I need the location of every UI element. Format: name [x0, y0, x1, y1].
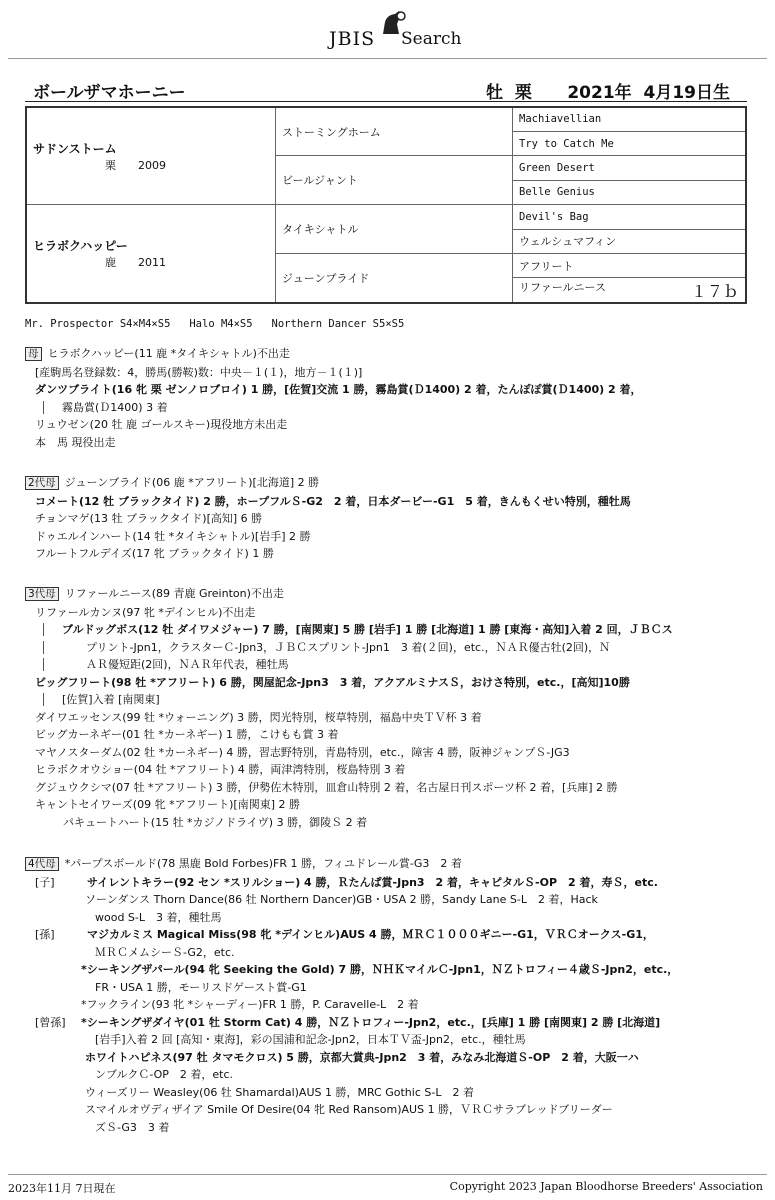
dam-line: ヒラボクハッピー(11 鹿 *タイキシャトル)不出走 — [47, 347, 290, 360]
footer-divider — [8, 1174, 767, 1175]
pedigree-dds: アフリート — [513, 254, 747, 278]
inbreeding-cross: Mr. Prospector S4×M4×S5 Halo M4×S5 Northern Dancer S5×S5 — [25, 318, 405, 330]
gen4-line: ＭＲＣメムシーＳ-G2，etc. — [95, 945, 235, 959]
gen3-line: ＡＲ優短距(2回)，ＮＡＲ年代表，種牡馬 — [43, 658, 289, 671]
pedigree-dam — [26, 205, 276, 303]
dam-line: 霧島賞(Ｄ1400) 3 着 — [43, 401, 168, 414]
gen3-line: プリント-Jpn1，クラスターＣ-Jpn3，ＪＢＣスプリント-Jpn1 3 着(２回)，etc.，ＮＡＲ優古牡(2回)，Ｎ — [43, 641, 610, 654]
gen2-tag: 2代母 — [25, 476, 59, 490]
gen4-line: サイレントキラー(92 セン *スリルショー) 4 勝，Ｒたんぱ賞-Jpn3 2 着，キャピタルＳ-OP 2 着，寿Ｓ，etc. — [87, 875, 658, 889]
pedigree-sds: Green Desert — [513, 156, 747, 180]
gen4-line: ホワイトハピネス(97 牡 タマモクロス) 5 勝，京都大賞典-Jpn2 3 着，みなみ北海道Ｓ-OP 2 着，大阪一ハ — [85, 1050, 639, 1064]
gen4-line: FR・USA 1 勝，モーリスドゲースト賞-G1 — [95, 980, 307, 994]
gen4-line: wood S-L 3 着，種牡馬 — [95, 910, 222, 924]
jbis-logo — [325, 8, 465, 54]
pedigree-sire — [26, 107, 276, 205]
pedigree-sire-dam: ビールジャント — [276, 156, 513, 205]
gen4-line: [岩手]入着 2 回 [高知・東海]，彩の国浦和記念-Jpn2，日本ＴＶ盃-Jpn2，etc.，種牡馬 — [95, 1033, 526, 1046]
gen3-line: ヒラボクオウショー(04 牡 *アフリート) 4 勝，両津湾特別，桜島特別 3 着 — [35, 763, 406, 776]
gen3-line: ブルドッグボス(12 牡 ダイワメジャー) 7 勝，[南関東] 5 勝 [岩手] 1 勝 [北海道] 1 勝 [東海・高知]入着 2 回，ＪＢＣス — [43, 623, 673, 636]
dam-year: 2011 — [138, 256, 166, 270]
gen3-section — [25, 585, 673, 831]
gen2-line: ジューンブライド(06 鹿 *アフリート)[北海道] 2 勝 — [64, 476, 320, 489]
gen4-line: マジカルミス Magical Miss(98 牝 *デインヒル)AUS 4 勝，ＭＲＣ１０００ギニー-G1，ＶＲＣオークス-G1， — [87, 928, 654, 941]
gen4-line: *シーキングザパール(94 牝 Seeking the Gold) 7 勝，ＮＨＫマイルＣ-Jpn1，ＮＺトロフィー４歳Ｓ-Jpn2，etc.， — [81, 963, 679, 976]
gen4-line: *フックライン(93 牝 *シャーディー)FR 1 勝，P. Caravelle-L 2 着 — [81, 998, 419, 1011]
gen3-line: マヤノスターダム(02 牡 *カーネギー) 4 勝，習志野特別，青島特別，etc.，障害 4 勝，阪神ジャンプＳ-JG3 — [35, 745, 570, 759]
pedigree-ddd: リファールニース — [519, 280, 607, 294]
gen4-label-ko: [子] — [35, 875, 55, 889]
gen4-label-himago: [曾孫] — [35, 1015, 66, 1029]
horse-name: ボールザマホーニー — [33, 83, 186, 103]
gen3-line: ビッグフリート(98 牡 *アフリート) 6 勝，関屋記念-Jpn3 3 着，アクアルミナスＳ，おけさ特別，etc.，[高知]10勝 — [35, 675, 630, 689]
gen4-section — [25, 855, 678, 1136]
dam-section — [25, 345, 642, 451]
family-number: １７ｂ — [690, 281, 739, 301]
footer-copyright: Copyright 2023 Japan Bloodhorse Breeders' Association — [449, 1180, 763, 1193]
gen3-line: [佐賀]入着 [南関東] — [43, 693, 160, 706]
dam-line: ダンツブライト(16 牝 栗 ゼンノロブロイ) 1 勝，[佐賀]交流 1 勝，霧島賞(Ｄ1400) 2 着，たんぽぽ賞(Ｄ1400) 2 着， — [35, 383, 642, 396]
pedigree-dam-sire: タイキシャトル — [276, 205, 513, 254]
gen2-line: コメート(12 牡 ブラックタイド) 2 勝，ホープフルＳ-G2 2 着，日本ダービー-G1 5 着，きんもくせい特別，種牡馬 — [35, 494, 631, 508]
dam-tag: 母 — [25, 347, 42, 361]
gen2-line: ドゥエルインハート(14 牡 *タイキシャトル)[岩手] 2 勝 — [35, 529, 311, 543]
gen2-line: フルートフルデイズ(17 牝 ブラックタイド) 1 勝 — [35, 547, 274, 560]
gen4-line: スマイルオヴディザイア Smile Of Desire(04 牝 Red Ransom)AUS 1 勝，ＶＲＣサラブレッドブリーダー — [85, 1103, 613, 1116]
gen4-line: ソーンダンス Thorn Dance(86 牡 Northern Dancer)GB・USA 2 勝，Sandy Lane S-L 2 着，Hack — [85, 893, 598, 906]
gen3-line: ビッグカーネギー(01 牡 *カーネギー) 1 勝，こけもも賞 3 着 — [35, 728, 339, 741]
gen4-line: *シーキングザダイヤ(01 牡 Storm Cat) 4 勝，ＮＺトロフィー-Jpn2，etc.，[兵庫] 1 勝 [南関東] 2 勝 [北海道] — [81, 1015, 661, 1029]
gen3-line: グジュウクシマ(07 牡 *アフリート) 3 勝，伊勢佐木特別，皿倉山特別 2 着，名古屋日刊スポーツ杯 2 着，[兵庫] 2 勝 — [35, 780, 618, 794]
gen3-line: ダイワエッセンス(99 牡 *ウォーニング) 3 勝，閃光特別，桜草特別，福島中央ＴＶ杯 3 着 — [35, 710, 482, 724]
horse-info: 牡 栗 2021年 4月19日生 — [486, 83, 730, 103]
pedigree-sire-sire: ストーミングホーム — [276, 107, 513, 156]
dam-line: 本 馬 現役出走 — [35, 435, 116, 449]
pedigree-ddd-cell — [513, 278, 747, 303]
gen4-line: ズＳ-G3 3 着 — [95, 1120, 170, 1134]
sire-color: 栗 — [105, 158, 116, 172]
gen2-line: チョンマゲ(13 牡 ブラックタイド)[高知] 6 勝 — [35, 512, 263, 525]
dam-name: ヒラボクハッピー — [33, 239, 128, 254]
pedigree-dam-dam: ジューンブライド — [276, 254, 513, 303]
dam-line: リュウゼン(20 牡 鹿 ゴールスキー)現役地方未出走 — [35, 418, 288, 431]
dam-line: [産駒馬名登録数：4，勝馬(勝鞍)数：中央－１(１)，地方－１(１)] — [35, 365, 363, 379]
gen2-section — [25, 474, 631, 563]
pedigree-dsd: ウェルシュマフィン — [513, 229, 747, 253]
gen3-tag: 3代母 — [25, 587, 59, 601]
gen3-line: パキュートハート(15 牡 *カジノドライヴ) 3 勝，御陵Ｓ 2 着 — [63, 815, 368, 829]
gen3-line: キャントセイワーズ(09 牝 *アフリート)[南関東] 2 勝 — [35, 798, 300, 811]
logo-text-jbis: JBIS — [329, 28, 376, 50]
gen4-line: ンブルクＣ-OP 2 着，etc. — [95, 1068, 234, 1081]
pedigree-sdd: Belle Genius — [513, 180, 747, 204]
pedigree-ssd: Try to Catch Me — [513, 131, 747, 155]
gen4-line: ウィーズリー Weasley(06 牡 Shamardal)AUS 1 勝，MRC Gothic S-L 2 着 — [85, 1085, 474, 1099]
footer-date: 2023年11月 7日現在 — [8, 1182, 116, 1195]
top-divider — [8, 58, 767, 59]
logo-text-search: Search — [401, 29, 462, 49]
gen3-line: リファールニース(89 青鹿 Greinton)不出走 — [64, 587, 284, 600]
pedigree-table — [25, 106, 747, 304]
gen4-label-mago: [孫] — [35, 928, 55, 941]
pedigree-dss: Devil's Bag — [513, 205, 747, 229]
gen4-line: *パープスボールド(78 黒鹿 Bold Forbes)FR 1 勝，フィユドレール賞-G3 2 着 — [64, 857, 462, 870]
gen3-line: リファールカンヌ(97 牝 *デインヒル)不出走 — [35, 605, 256, 619]
pedigree-sss: Machiavellian — [513, 107, 747, 131]
sire-name: サドンストーム — [33, 141, 117, 156]
name-underline — [25, 101, 747, 102]
sire-year: 2009 — [138, 158, 166, 172]
gen4-tag: 4代母 — [25, 857, 59, 871]
dam-color: 鹿 — [105, 256, 116, 270]
